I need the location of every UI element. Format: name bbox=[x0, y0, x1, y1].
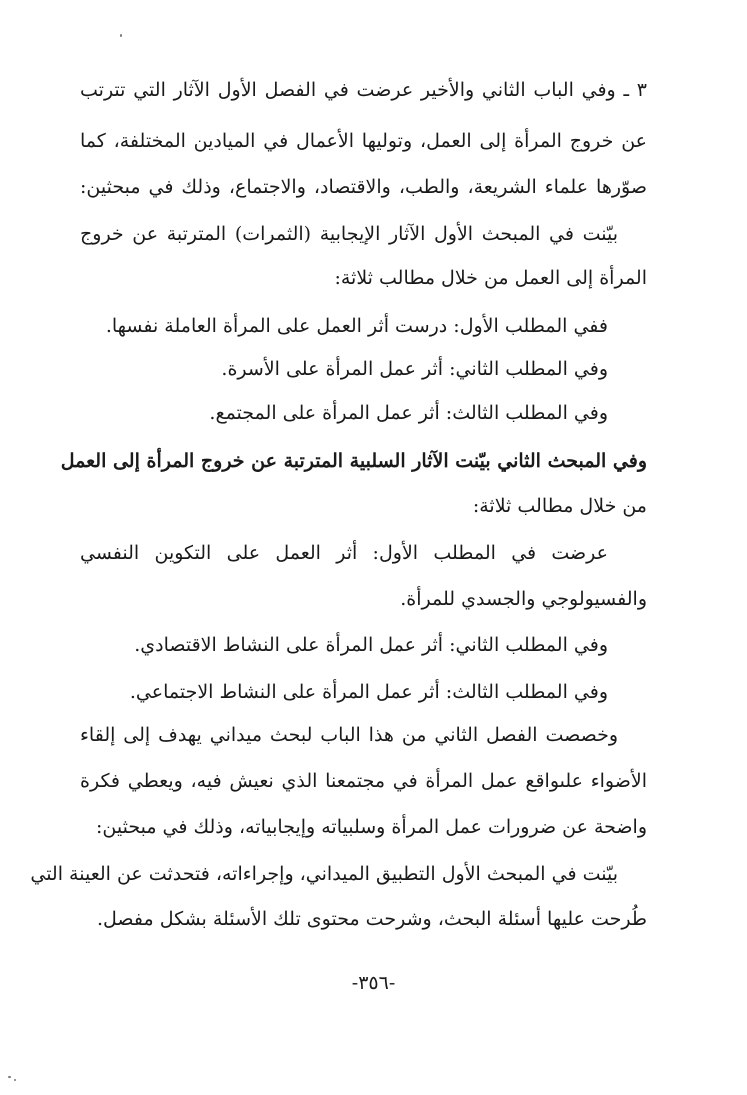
scan-speck bbox=[120, 34, 122, 37]
text-line: وفي المطلب الثاني: أثر عمل المرأة على الأسرة. bbox=[221, 358, 608, 380]
text-line: وفي المطلب الثاني: أثر عمل المرأة على النشاط الاقتصادي. bbox=[134, 634, 608, 656]
text-line: ففي المطلب الأول: درست أثر العمل على المرأة العاملة نفسها. bbox=[105, 315, 608, 337]
scan-speck bbox=[8, 1076, 11, 1078]
text-line: وخصصت الفصل الثاني من هذا الباب لبحث ميداني يهدف إلى إلقاء bbox=[80, 724, 618, 746]
text-line: ٣ ـ وفي الباب الثاني والأخير عرضت في الفصل الأول الآثار التي تترتب bbox=[80, 79, 647, 101]
text-line: عن خروج المرأة إلى العمل، وتوليها الأعمال في الميادين المختلفة، كما bbox=[80, 130, 647, 152]
text-line: وفي المطلب الثالث: أثر عمل المرأة على النشاط الاجتماعي. bbox=[129, 681, 608, 703]
text-line: والفسيولوجي والجسدي للمرأة. bbox=[400, 588, 647, 610]
text-line: بيّنت في المبحث الأول التطبيق الميداني، وإجراءاته، فتحدثت عن العينة التي bbox=[30, 863, 618, 885]
text-line: عرضت في المطلب الأول: أثر العمل على التكوين النفسي bbox=[80, 542, 608, 564]
text-line: بيّنت في المبحث الأول الآثار الإيجابية (الثمرات) المترتبة عن خروج bbox=[80, 223, 618, 245]
text-line: من خلال مطالب ثلاثة: bbox=[472, 495, 647, 517]
text-line: الأضواء علىواقع عمل المرأة في مجتمعنا الذي نعيش فيه، ويعطي فكرة bbox=[80, 770, 647, 792]
text-line: المرأة إلى العمل من خلال مطالب ثلاثة: bbox=[334, 267, 647, 289]
scan-speck bbox=[14, 1079, 16, 1081]
text-line: وفي المبحث الثاني بيّنت الآثار السلبية المترتبة عن خروج المرأة إلى العمل bbox=[60, 450, 647, 472]
text-line: صوّرها علماء الشريعة، والطب، والاقتصاد، والاجتماع، وذلك في مبحثين: bbox=[80, 176, 647, 198]
text-line: طُرحت عليها أسئلة البحث، وشرحت محتوى تلك الأسئلة بشكل مفصل. bbox=[96, 908, 647, 930]
page-number: -٣٥٦- bbox=[351, 972, 396, 994]
text-line: وفي المطلب الثالث: أثر عمل المرأة على المجتمع. bbox=[209, 402, 608, 424]
text-line: واضحة عن ضرورات عمل المرأة وسلبياته وإيجابياته، وذلك في مبحثين: bbox=[96, 816, 647, 838]
